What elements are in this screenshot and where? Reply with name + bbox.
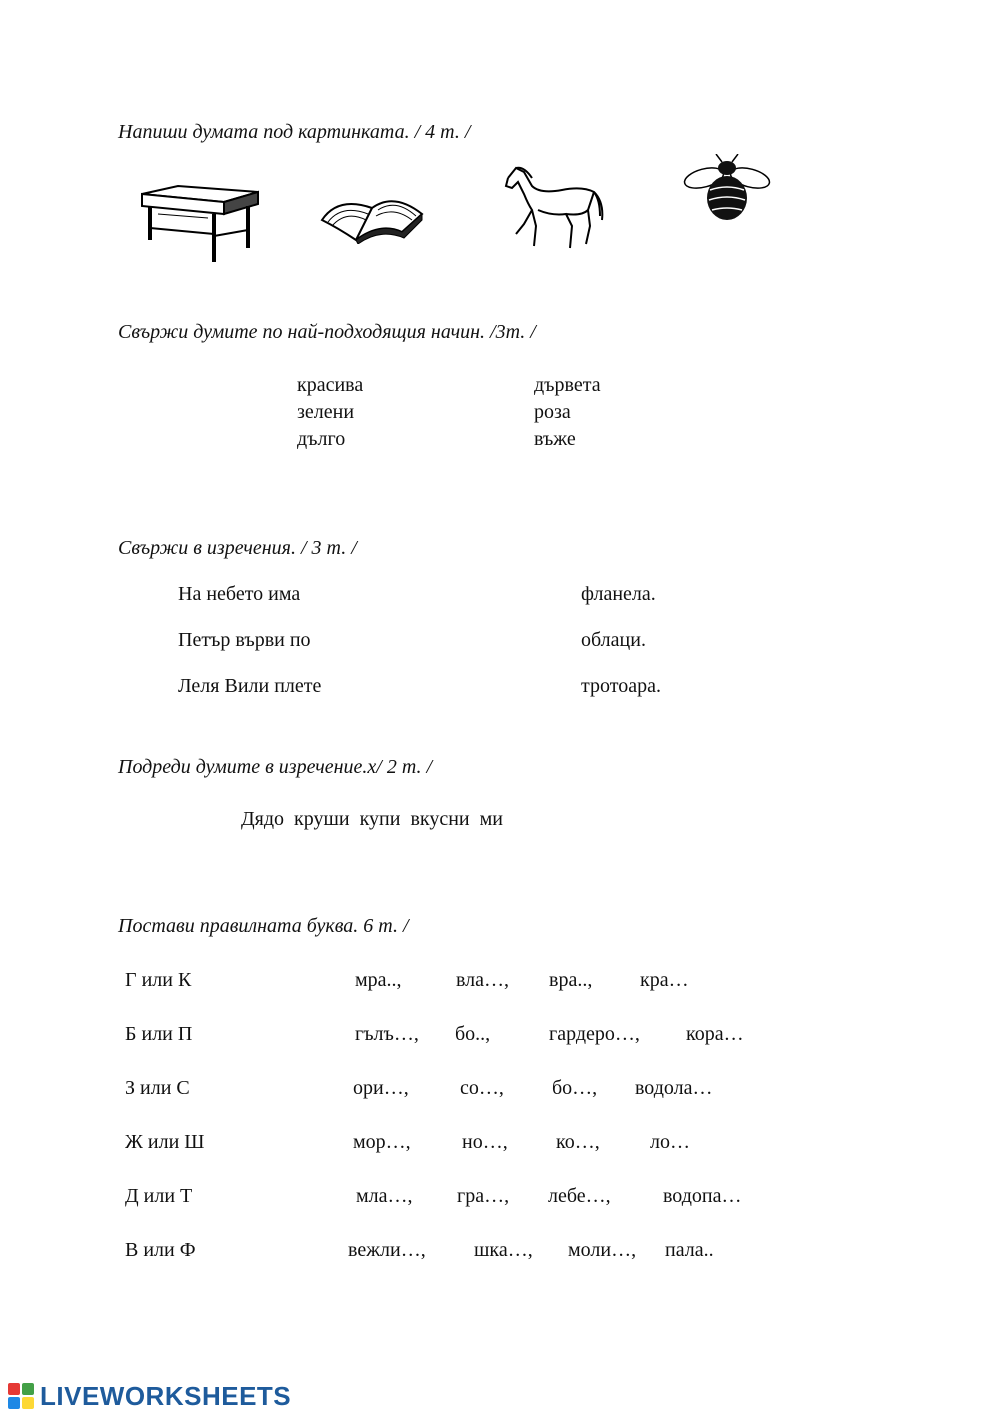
fill-word: мор…, <box>353 1131 411 1153</box>
match-right-word: роза <box>534 401 571 423</box>
sentence-start: Леля Вили плете <box>178 675 322 697</box>
fill-word: водопа… <box>663 1185 742 1207</box>
sentence-start: Петър върви по <box>178 629 311 651</box>
fill-word: лебе…, <box>548 1185 611 1207</box>
fill-word: вра.., <box>549 969 593 991</box>
fill-word: кора… <box>686 1023 744 1045</box>
fill-word: вежли…, <box>348 1239 426 1261</box>
liveworksheets-brand: LIVEWORKSHEETS <box>40 1380 292 1411</box>
match-right-word: въже <box>534 428 576 450</box>
scrambled-word: ми <box>479 808 503 830</box>
fill-word: бо.., <box>455 1023 491 1045</box>
section3-heading: Свържи в изречения. / 3 т. / <box>118 537 357 559</box>
liveworksheets-logo[interactable] <box>8 1381 291 1411</box>
letter-choice-label: З или С <box>125 1077 190 1099</box>
fill-word: гълъ…, <box>355 1023 419 1045</box>
fill-word: шка…, <box>474 1239 533 1261</box>
match-right-word: дървета <box>534 374 601 396</box>
liveworksheets-icon <box>8 1383 34 1409</box>
sentence-start: На небето има <box>178 583 301 605</box>
fill-word: ко…, <box>556 1131 600 1153</box>
match-left-word: зелени <box>297 401 355 423</box>
sentence-end: тротоара. <box>581 675 661 697</box>
table-icon <box>138 184 262 264</box>
book-icon <box>318 188 426 244</box>
section4-heading: Подреди думите в изречение.х/ 2 т. / <box>118 756 433 778</box>
section5-heading: Постави правилната буква. 6 т. / <box>118 915 409 937</box>
fill-word: но…, <box>462 1131 508 1153</box>
fill-word: водола… <box>635 1077 713 1099</box>
letter-choice-label: Г или К <box>125 969 192 991</box>
fill-word: мра.., <box>355 969 402 991</box>
bee-icon <box>682 154 772 226</box>
letter-choice-label: Б или П <box>125 1023 193 1045</box>
letter-choice-label: Д или Т <box>125 1185 193 1207</box>
fill-word: мла…, <box>356 1185 413 1207</box>
match-left-word: дълго <box>297 428 346 450</box>
fill-word: кра… <box>640 969 689 991</box>
scrambled-words <box>241 808 503 831</box>
scrambled-word: круши <box>294 808 350 830</box>
fill-word: бо…, <box>552 1077 598 1099</box>
fill-word: моли…, <box>568 1239 637 1261</box>
scrambled-word: Дядо <box>241 808 285 830</box>
scrambled-word: вкусни <box>410 808 470 830</box>
letter-choice-label: Ж или Ш <box>125 1131 205 1153</box>
section2-heading: Свържи думите по най-подходящия начин. /3т. / <box>118 321 536 343</box>
fill-word: гра…, <box>457 1185 510 1207</box>
fill-word: со…, <box>460 1077 504 1099</box>
sentence-end: фланела. <box>581 583 656 605</box>
match-left-word: красива <box>297 374 364 396</box>
fill-word: гардеро…, <box>549 1023 640 1045</box>
sentence-end: облаци. <box>581 629 646 651</box>
fill-word: ло… <box>650 1131 690 1153</box>
letter-choice-label: В или Ф <box>125 1239 196 1261</box>
fill-word: вла…, <box>456 969 510 991</box>
section1-heading: Напиши думата под картинката. / 4 т. / <box>118 121 471 143</box>
fill-word: ори…, <box>353 1077 409 1099</box>
fill-word: пала.. <box>665 1239 714 1261</box>
horse-icon <box>502 164 606 252</box>
scrambled-word: купи <box>359 808 401 830</box>
